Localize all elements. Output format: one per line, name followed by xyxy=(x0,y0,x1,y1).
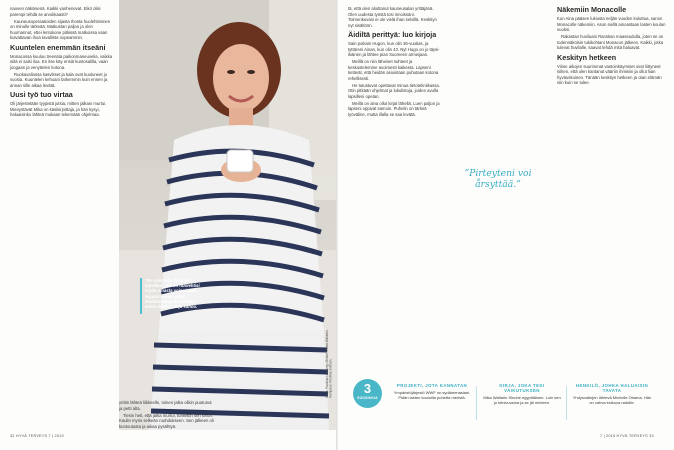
paragraph: Kun Aina pääsee lukiosta neljän vuoden kuluttua, sanon Monacolle näkemiin. Asun siellä ainoastaan lasten koulun vuoksi. xyxy=(557,16,666,32)
paragraph: Ruokavaliossa kasvikset ja kala ovat kuuluneet jo vuosia. Kuuntelen kehoani tarkemmin kuin ennen ja annan sille aikaa levätä. xyxy=(10,71,108,88)
pull-quote: ”Pirteyteni voi årsyttää.” xyxy=(464,168,532,190)
paragraph: tä, että olen aloittanut kauneusalan yrittäjänä. Olen uudesta työstä tosi innoissani. Toimenkuvani ei ole vielä ihan selvillä. Keskityn nyt sisältöön. xyxy=(348,6,437,28)
paragraph: Meillä on aina ollut kirjat lähellä. Luen paljon ja lapseni oppivat samoin. Puhelin on tärkeä työväline, mutta illalla se saa levätä. xyxy=(348,100,440,117)
paragraph: Oli järjestetään tyypistä jutsia, mitten jalkani murtui. Mievystävät Mika on käsikirjoittaja, ja hän kysyi, haluaisinko lähteä mukaan tekemään ohjelmaa. xyxy=(10,101,107,117)
tip-title: HENKILÖ, JOHKA HALUAISIN TAVATA xyxy=(575,383,649,394)
left-text-column xyxy=(10,6,113,431)
tip-title: PROJEKTI, JOTA KANNATAN xyxy=(396,383,468,388)
portrait-photo xyxy=(119,0,336,430)
favorites-badge xyxy=(353,379,382,408)
section-heading: Äidiltä perittyä: luo kirjoja xyxy=(348,30,437,39)
page-gutter xyxy=(336,0,338,450)
paragraph: Tiesin heti, että jalka murtui, tunnistin sen kivun. Kaulin myös selkeän ruuhdukseen. Sen jälkeen oli kuntoutusta ja aikaa pysähtyä. xyxy=(119,412,214,429)
section-heading: Näkemiin Monacolle xyxy=(557,6,627,14)
tip-text: Mika Waltarin Sinuhe egyptiläinen. Luin sen jo teinivuosina ja se jäi mieleen. xyxy=(483,395,561,406)
caption-text: ”En voisi olla hyvä äiti lapsilleni, jos en huolehtisi myös omasta voinnistani. Hyppimoment pitää lentokoneessakin laittaa ensin itselle”, Erja sanoo. xyxy=(145,278,200,310)
badge-label: SUOSIKKIA xyxy=(357,396,378,400)
paragraph: He tutustuvat opettavat minua tietotekniikassa. Otin pitkään ohjelmat ja lukulistoja, joiden avulla lapsilleni opetan. xyxy=(348,82,440,99)
paragraph: Monacossa kuuluu treenata paikonmaneuvelia, vaikka siitä ei saisi iloa. En itse käy ensiä kuntosalilla, vaan joogaan ja venyttelen kotona. xyxy=(10,53,113,70)
left-bottom-column xyxy=(119,400,214,432)
right-column-1 xyxy=(348,6,440,374)
section-heading: Keskityn hetkeen xyxy=(557,52,617,62)
paragraph: Viime aikojen suurimmat vastoinkäymiset ovat liittyneet siihen, että olen kantanut vääriin ihmisiin ja ollut liian hyväuskoinen. Tänään keskityn hetkeen ja otan elämän niin kuin se tulee. xyxy=(557,63,662,85)
tip-title: KIRJA, JOKA TEKI VAIKUTUKSEN xyxy=(499,383,545,394)
right-column-3 xyxy=(557,6,667,374)
caption-accent-bar xyxy=(140,278,142,314)
divider xyxy=(566,386,567,420)
photo-credit: Kuva: Pauliina Lindberg. Meikki: Minna Mäkitalo. Kampaus: Kristiina Jokinen. xyxy=(325,329,333,398)
portrait-illustration xyxy=(119,0,336,430)
divider xyxy=(476,386,477,420)
paragraph: naoven näköisenä. Kaikki vanhenevat. Eikö olisi parempi tehdä se arvokkaasti? xyxy=(10,6,101,17)
favorite-person xyxy=(572,383,652,405)
tip-text: Ympäristöjärjestö WWF on sydämenasiani. Pidän lasten kouluilla puhetta meristä. xyxy=(393,390,471,401)
right-folio: 7 | 2019 HYVÄ TERVEYS 33 xyxy=(600,434,654,438)
favorite-book xyxy=(482,383,562,405)
tip-text: Yhdysvaltojen lähtevä Michelle Obama. Hän on vahva esikuva naisille. xyxy=(572,395,652,406)
section-heading: Uusi työ tuo virtaa xyxy=(10,90,73,99)
photo-caption xyxy=(145,278,205,309)
favorite-project xyxy=(392,383,472,400)
paragraph: yrittin lähteä liikkeelle, toinen jalka olikin puutunut ja petti alta. xyxy=(119,400,212,411)
paragraph: Rakastan huviluani Ranskan maaseudulla, joten se on todennäköisin tukikohtani Monacon jälkeen. Kaikki, jotka tulevat huvilalle, saavat tehdä mitä haluavat. xyxy=(557,34,664,50)
section-heading: Kuuntelen enemmän itseäni xyxy=(10,42,106,52)
badge-number: 3 xyxy=(363,381,372,396)
paragraph: Sain poikani Hugon, kun olin 36-vuotias, ja tyttäreni Ainan, kun olin 43. Nyt Hugo on jo täysi-ikäinen ja lähtee pian Suomeen armeijaan. xyxy=(348,41,440,57)
paragraph: Meillä on niin läheiset suhteet ja keskustelemme avoimesti kaikesta. Lapseni tietävät, että heidän asioistaan puhutaan kotona rehellisesti. xyxy=(348,59,439,81)
left-folio: 32 HYVÄ TERVEYS 7 | 2019 xyxy=(10,434,64,438)
paragraph: Kauneusoperaatioiden sijasta Ihosta huolehtiminen on minulle tärkeää. Matkustan paljon ja olen huomannut, ettei lentokone pitkissä matkoissa vaan kuivattavan ihoa tavallista nopeammin. xyxy=(10,18,111,40)
